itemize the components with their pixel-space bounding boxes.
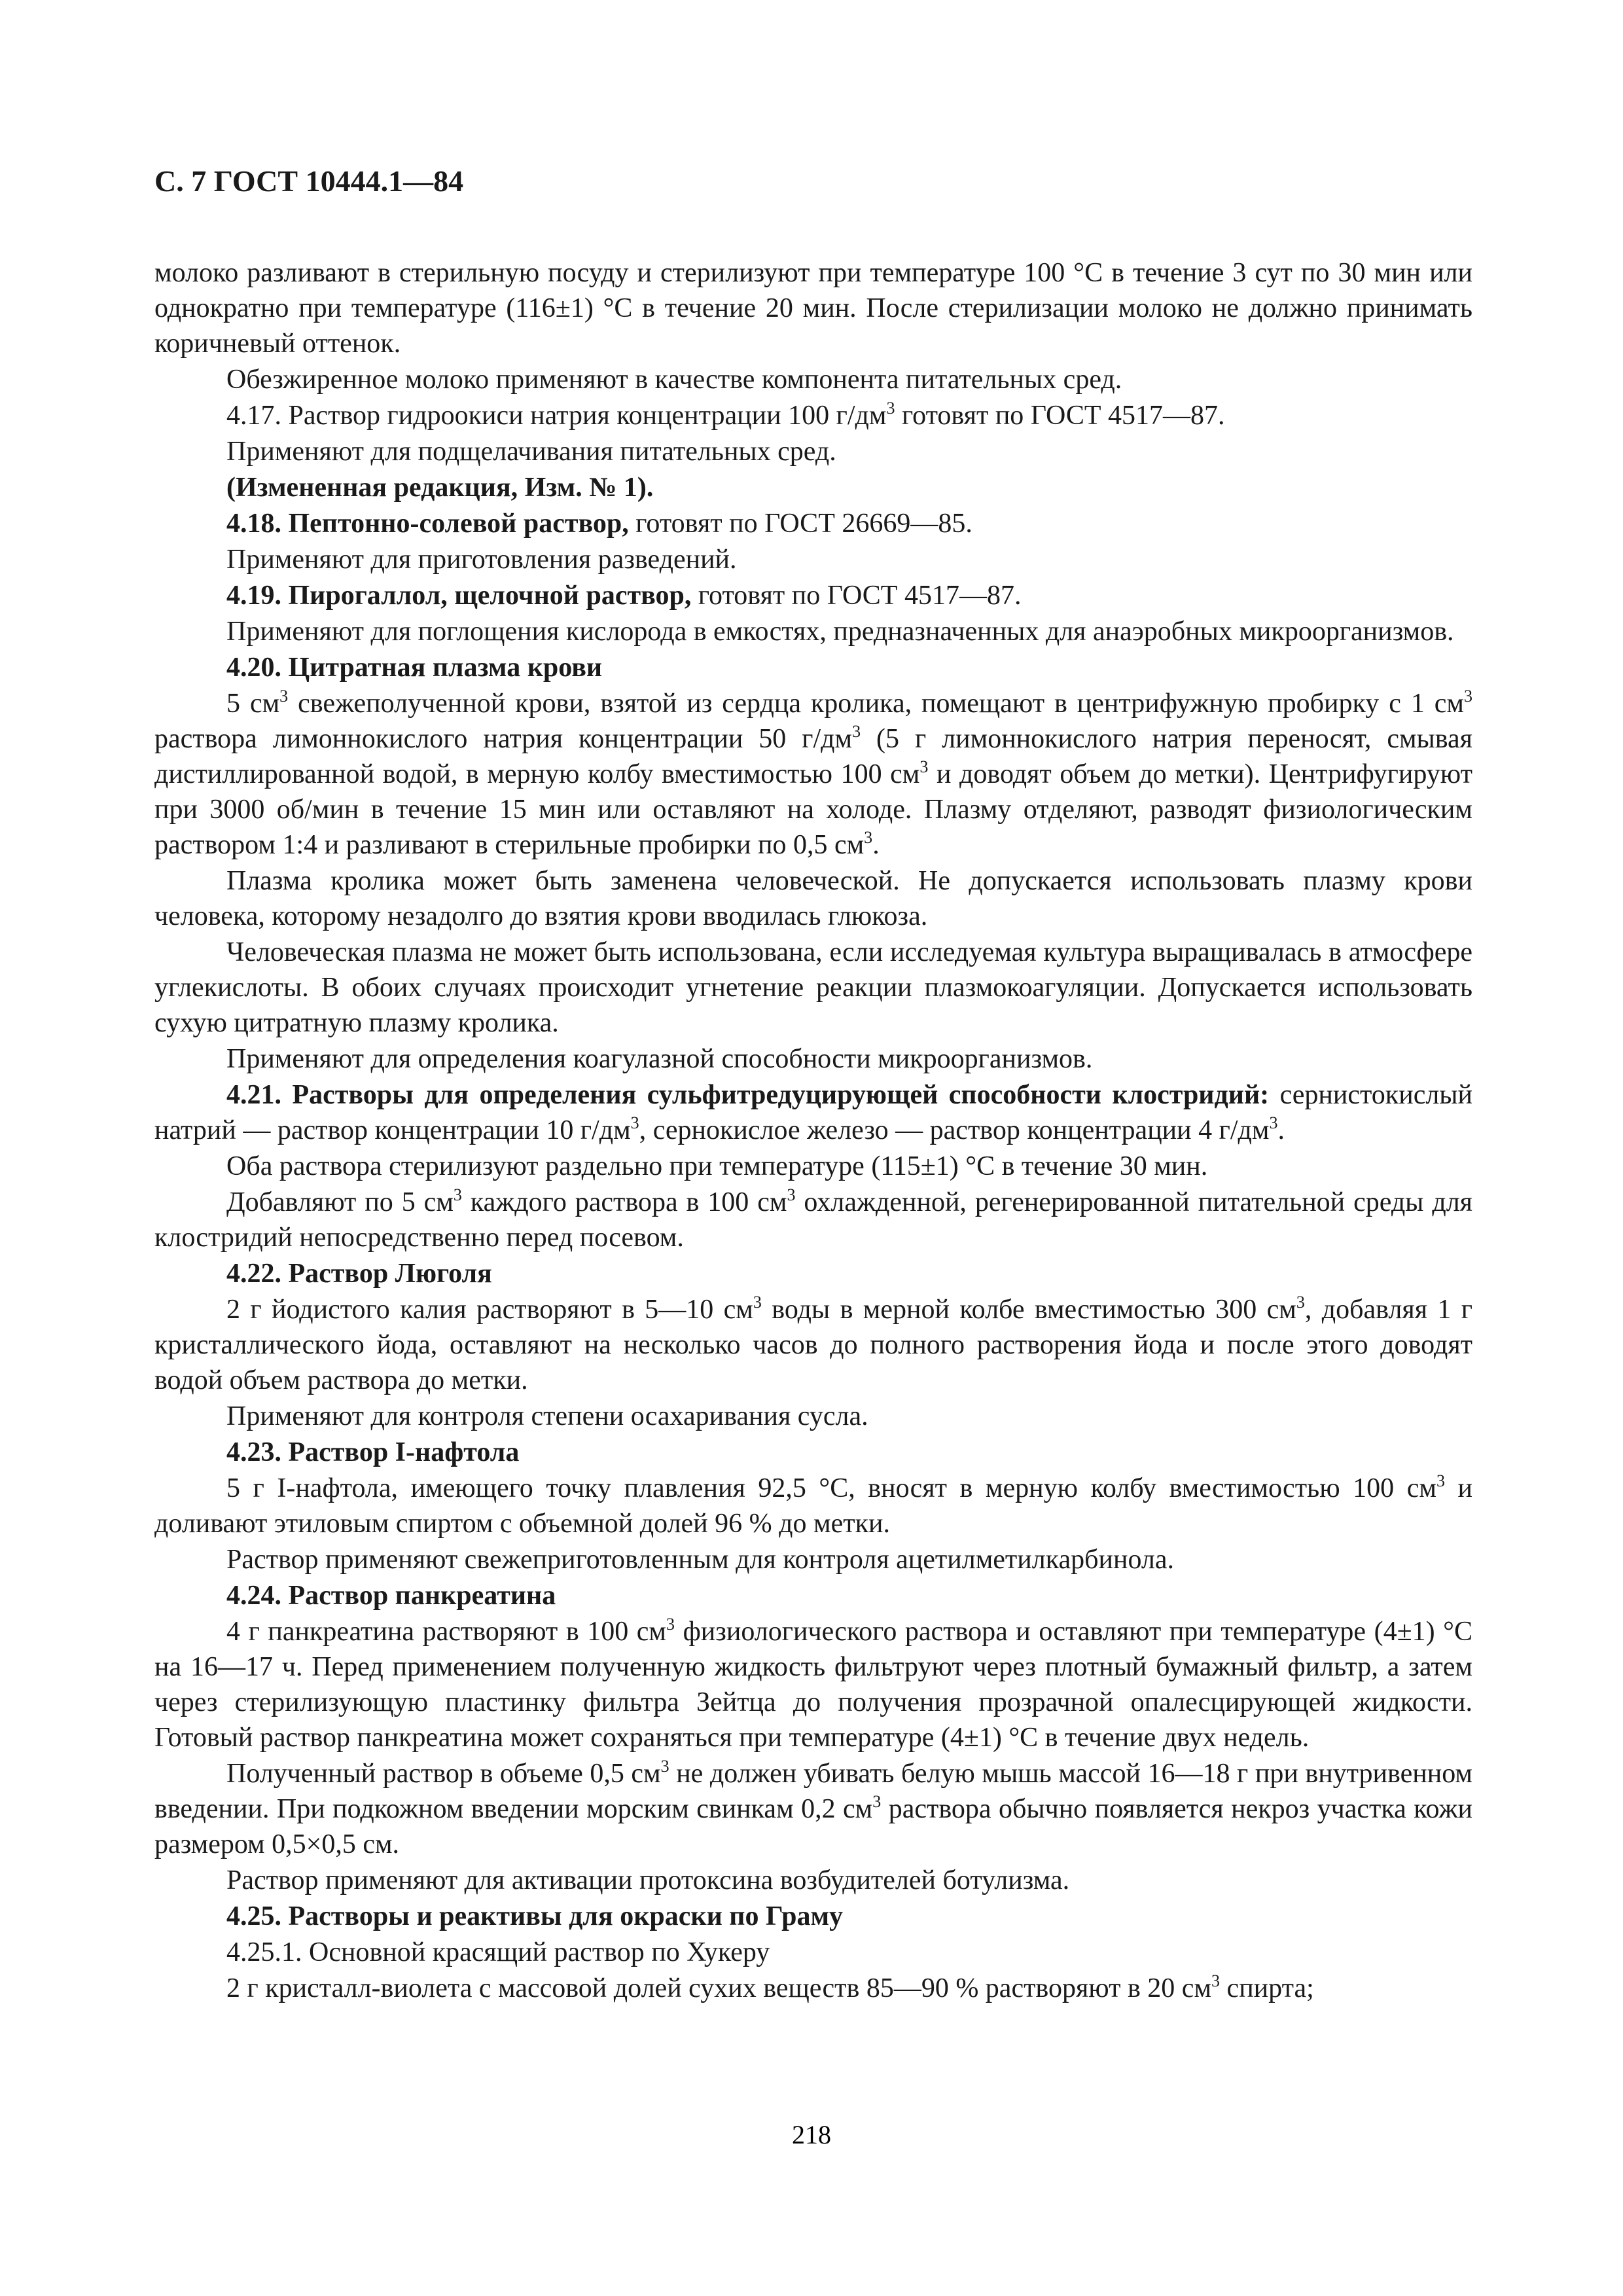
text-run: Применяют для определения коагулазной способности микроорганизмов. bbox=[226, 1044, 1093, 1074]
text-run: (5 г лимоннокислого натрия переносят, смывая дистиллированной водой, в мерную колбу вместимостью 100 см bbox=[154, 724, 1472, 789]
text-run: Плазма кролика может быть заменена человеческой. Не допускается использовать плазму крови человека, которому незадолго до взятия крови вводилась глюкоза. bbox=[154, 866, 1472, 931]
paragraph bbox=[154, 1256, 1472, 1291]
paragraph bbox=[154, 1542, 1472, 1577]
paragraph bbox=[154, 1578, 1472, 1613]
text-run: Обезжиренное молоко применяют в качестве компонента питательных сред. bbox=[226, 365, 1122, 395]
superscript: 3 bbox=[886, 398, 895, 418]
bold-text: 4.23. Раствор I-нафтола bbox=[226, 1437, 520, 1467]
paragraph bbox=[154, 614, 1472, 649]
superscript: 3 bbox=[1436, 1471, 1445, 1490]
text-run: молоко разливают в стерильную посуду и стерилизуют при температуре 100 °С в течение 3 сут по 30 мин или однократно при температуре (116±1) °С в течение 20 мин. После стерилизации молоко не должно принимать коричневый оттенок. bbox=[154, 258, 1472, 359]
bold-text: 4.21. Растворы для определения сульфитредуцирующей способности клостридий: bbox=[226, 1080, 1270, 1110]
text-run: физиологического раствора и оставляют при температуре (4±1) °С на 16—17 ч. Перед применением полученную жидкость фильтруют через плотный бумажный фильтр, а затем через стерилизующую пластинку фильтра Зейтца до получения прозрачной опалесцирующей жидкости. Готовый раствор панкреатина может сохраняться при температуре (4±1) °С в течение двух недель. bbox=[154, 1617, 1472, 1753]
superscript: 3 bbox=[1269, 1113, 1278, 1132]
superscript: 3 bbox=[864, 827, 873, 847]
paragraph bbox=[154, 1471, 1472, 1541]
paragraph bbox=[154, 1077, 1472, 1148]
paragraph bbox=[154, 1899, 1472, 1934]
paragraph bbox=[154, 470, 1472, 505]
text-run: спирта; bbox=[1220, 1973, 1314, 2003]
text-run: и доводят объем до метки). Центрифугируют при 3000 об/мин в течение 15 мин или оставляют на холоде. Плазму отделяют, разводят физиологическим раствором 1:4 и разливают в стерильные пробирки по 0,5 см bbox=[154, 759, 1472, 860]
document-body bbox=[154, 255, 1472, 2006]
text-run: Оба раствора стерилизуют раздельно при температуре (115±1) °С в течение 30 мин. bbox=[226, 1151, 1208, 1181]
paragraph bbox=[154, 1614, 1472, 1755]
text-run: Применяют для приготовления разведений. bbox=[226, 545, 737, 575]
page-number: 218 bbox=[792, 2120, 831, 2149]
bold-text: 4.18. Пептонно-солевой раствор, bbox=[226, 509, 629, 539]
paragraph bbox=[154, 1399, 1472, 1434]
paragraph bbox=[154, 863, 1472, 934]
text-run: Раствор применяют для активации протоксина возбудителей ботулизма. bbox=[226, 1865, 1070, 1895]
superscript: 3 bbox=[630, 1113, 639, 1132]
paragraph bbox=[154, 506, 1472, 541]
superscript: 3 bbox=[852, 721, 861, 741]
paragraph bbox=[154, 686, 1472, 863]
superscript: 3 bbox=[660, 1756, 669, 1776]
text-run: готовят по ГОСТ 4517—87. bbox=[895, 401, 1225, 431]
paragraph bbox=[154, 1292, 1472, 1398]
text-run: 4.17. Раствор гидроокиси натрия концентрации 100 г/дм bbox=[226, 401, 887, 431]
text-run: Полученный раствор в объеме 0,5 см bbox=[226, 1759, 661, 1789]
text-run: охлажденной, регенерированной питательной среды для клостридий непосредственно перед посевом. bbox=[154, 1187, 1472, 1253]
text-run: Применяют для подщелачивания питательных сред. bbox=[226, 437, 836, 467]
paragraph bbox=[154, 1756, 1472, 1862]
superscript: 3 bbox=[1296, 1292, 1305, 1312]
paragraph bbox=[154, 255, 1472, 361]
paragraph bbox=[154, 542, 1472, 577]
bold-text: (Измененная редакция, Изм. № 1). bbox=[226, 473, 654, 503]
text-run: Добавляют по 5 см bbox=[226, 1187, 454, 1217]
text-run: . bbox=[1277, 1115, 1285, 1145]
superscript: 3 bbox=[872, 1791, 882, 1811]
text-run: 5 г I-нафтола, имеющего точку плавления 92,5 °С, вносят в мерную колбу вместимостью 100 см bbox=[226, 1473, 1436, 1503]
text-run: 4.25.1. Основной красящий раствор по Хукеру bbox=[226, 1937, 770, 1967]
paragraph bbox=[154, 1041, 1472, 1077]
superscript: 3 bbox=[919, 757, 929, 776]
paragraph bbox=[154, 398, 1472, 433]
text-run: , добавляя 1 г кристаллического йода, оставляют на несколько часов до полного растворения йода и после этого доводят водой объем раствора до метки. bbox=[154, 1295, 1472, 1395]
text-run: 4 г панкреатина растворяют в 100 см bbox=[226, 1617, 666, 1647]
bold-text: 4.19. Пирогаллол, щелочной раствор, bbox=[226, 581, 692, 611]
text-run: Применяют для поглощения кислорода в емкостях, предназначенных для анаэробных микроорганизмов. bbox=[226, 617, 1454, 647]
superscript: 3 bbox=[279, 686, 289, 706]
text-run: Раствор применяют свежеприготовленным для контроля ацетилметилкарбинола. bbox=[226, 1545, 1174, 1575]
bold-text: 4.22. Раствор Люголя bbox=[226, 1259, 492, 1289]
text-run: не должен убивать белую мышь массой 16—18 г при внутривенном введении. При подкожном введении морским свинкам 0,2 см bbox=[154, 1759, 1472, 1824]
text-run: 2 г кристалл-виолета с массовой долей сухих веществ 85—90 % растворяют в 20 см bbox=[226, 1973, 1212, 2003]
paragraph bbox=[154, 1863, 1472, 1898]
text-run: 2 г йодистого калия растворяют в 5—10 см bbox=[226, 1295, 753, 1325]
text-run: раствора лимоннокислого натрия концентрации 50 г/дм bbox=[154, 724, 853, 754]
paragraph bbox=[154, 578, 1472, 613]
superscript: 3 bbox=[753, 1292, 762, 1312]
text-run: раствора обычно появляется некроз участка кожи размером 0,5×0,5 см. bbox=[154, 1794, 1472, 1859]
text-run: Человеческая плазма не может быть использована, если исследуемая культура выращивалась в атмосфере углекислоты. В обоих случаях происходит угнетение реакции плазмокоагуляции. Допускается использовать сухую цитратную плазму кролика. bbox=[154, 937, 1472, 1038]
bold-text: 4.24. Раствор панкреатина bbox=[226, 1581, 556, 1611]
paragraph bbox=[154, 1185, 1472, 1255]
text-run: каждого раствора в 100 см bbox=[461, 1187, 787, 1217]
text-run: воды в мерной колбе вместимостью 300 см bbox=[761, 1295, 1296, 1325]
text-run: готовят по ГОСТ 26669—85. bbox=[628, 509, 972, 539]
bold-text: 4.25. Растворы и реактивы для окраски по Граму bbox=[226, 1901, 844, 1931]
page-header: С. 7 ГОСТ 10444.1—84 bbox=[154, 164, 464, 198]
paragraph bbox=[154, 650, 1472, 685]
paragraph bbox=[154, 1435, 1472, 1470]
paragraph bbox=[154, 1971, 1472, 2006]
text-run: свежеполученной крови, взятой из сердца кролика, помещают в центрифужную пробирку с 1 см bbox=[288, 689, 1464, 719]
paragraph bbox=[154, 935, 1472, 1041]
paragraph bbox=[154, 362, 1472, 397]
bold-text: 4.20. Цитратная плазма крови bbox=[226, 653, 603, 683]
text-run: готовят по ГОСТ 4517—87. bbox=[691, 581, 1022, 611]
superscript: 3 bbox=[1463, 686, 1472, 706]
paragraph bbox=[154, 1149, 1472, 1184]
text-run: 5 см bbox=[226, 689, 280, 719]
superscript: 3 bbox=[787, 1185, 796, 1204]
text-run: сернистокислый натрий — раствор концентрации 10 г/дм bbox=[154, 1080, 1472, 1145]
text-run: . bbox=[872, 830, 880, 860]
text-run: , сернокислое железо — раствор концентрации 4 г/дм bbox=[639, 1115, 1270, 1145]
paragraph bbox=[154, 434, 1472, 469]
paragraph bbox=[154, 1935, 1472, 1970]
text-run: Применяют для контроля степени осахаривания сусла. bbox=[226, 1401, 868, 1431]
superscript: 3 bbox=[453, 1185, 462, 1204]
superscript: 3 bbox=[1211, 1971, 1221, 1990]
text-run: и доливают этиловым спиртом с объемной долей 96 % до метки. bbox=[154, 1473, 1472, 1539]
superscript: 3 bbox=[666, 1614, 675, 1634]
